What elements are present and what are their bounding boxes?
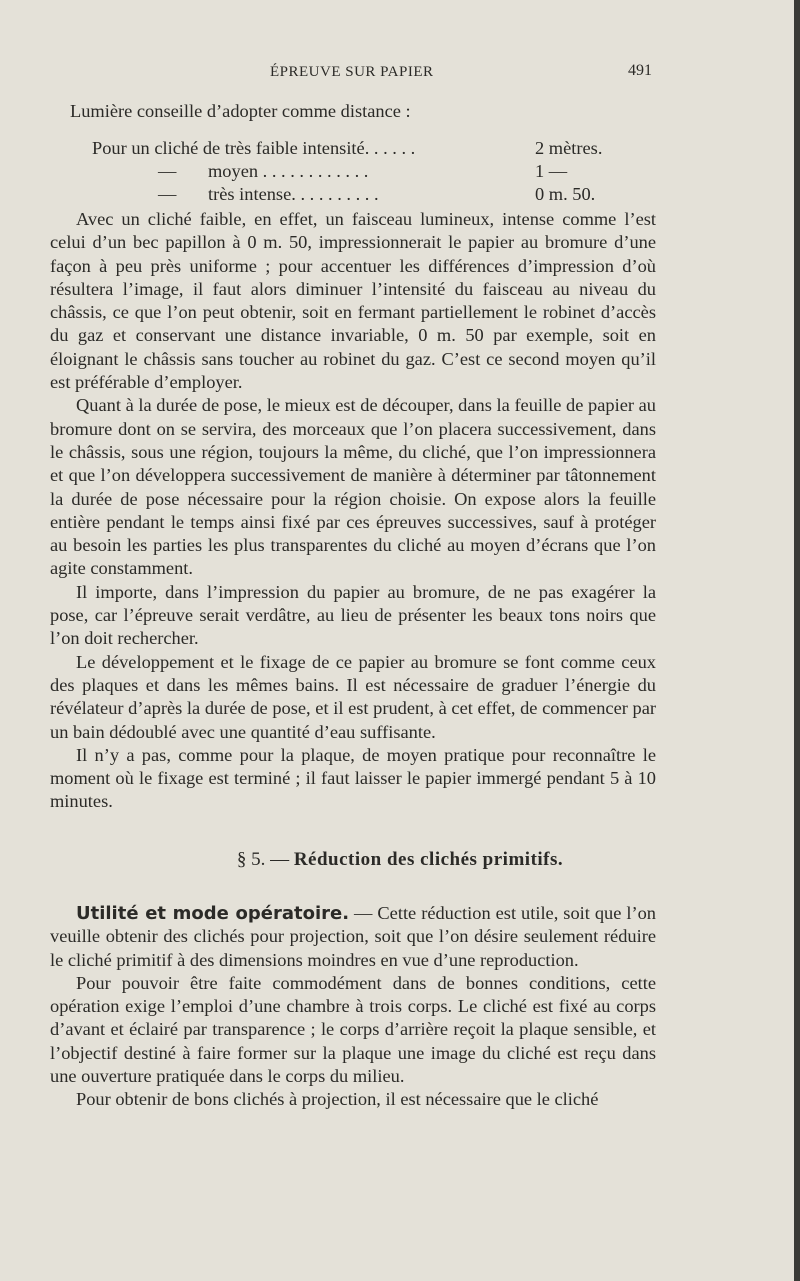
paragraph: Le développement et le fixage de ce papier au bromure se font comme ceux des plaques et dans les mêmes bains. Il est nécessaire de graduer l’énergie du révélateur d’après la durée de pose, et il est prudent, à cet effet, de commencer par un bain dédoublé avec une quantité d’eau suffisante. (50, 651, 656, 742)
paragraph: Pour pouvoir être faite commodément dans de bonnes conditions, cette opération exige l’emploi d’une chambre à trois corps. Le cliché est fixé au corps d’avant et éclairé par transparence ; le corps d’arrière reçoit la plaque sensible, et l’objectif destiné à faire former sur la plaque une image du cliché est reçu dans une ouverture pratiquée dans le corps du milieu. (50, 972, 656, 1087)
ditto-mark: — (158, 161, 177, 181)
running-title: ÉPREUVE SUR PAPIER (270, 64, 434, 80)
paragraph: Quant à la durée de pose, le mieux est de découper, dans la feuille de papier au bromure dont on se servira, des morceaux que l’on placera successivement, dans le châssis, sous une région, toujours la même, du cliché, que l’on impressionnera et que l’on développera successivement de manière à déterminer par tâtonnement la durée de pose nécessaire pour la région choisie. On expose alors la feuille entière pendant le temps ainsi fixé par ces épreuves successives, sauf à protéger au besoin les parties les plus transparentes du cliché au moyen d’écrans que l’on agite constamment. (50, 395, 656, 579)
distance-label: très intense. . . . . . . . . . (208, 184, 379, 204)
distance-label: Pour un cliché de très faible intensité. . . . . . (92, 138, 416, 158)
section-heading (0, 849, 800, 871)
distance-label: moyen . . . . . . . . . . . . (208, 161, 369, 181)
intro-line: Lumière conseille d’adopter comme distance : (70, 101, 411, 121)
section-number: § 5. — (236, 849, 290, 870)
section-title: Réduction des clichés primitifs. (293, 849, 564, 870)
body-text-1 (50, 208, 656, 814)
distance-value: 1 — (535, 161, 568, 181)
runin-heading: Utilité et mode opératoire. (76, 903, 350, 924)
paragraph: Il n’y a pas, comme pour la plaque, de moyen pratique pour reconnaître le moment où le fixage est terminé ; il faut laisser le papier immergé pendant 5 à 10 minutes. (50, 744, 656, 812)
distance-row (0, 137, 800, 160)
paragraph: Pour obtenir de bons clichés à projection, il est nécessaire que le cliché (76, 1089, 599, 1110)
page-header (0, 62, 800, 84)
distance-row (0, 183, 800, 206)
paragraph: Avec un cliché faible, en effet, un faisceau lumineux, intense comme l’est celui d’un bec papillon à 0 m. 50, impressionnerait le papier au bromure d’une façon à peu près uniforme ; pour accentuer les différences d’impression d’où résultera l’image, il faut alors diminuer l’intensité du faisceau au niveau du châssis, ce que l’on peut obtenir, soit en fermant partiellement le robinet d’accès du gaz et conservant une distance invariable, 0 m. 50 par exemple, soit en éloignant le châssis sans toucher au robinet du gaz. C’est ce second moyen qu’il est préférable d’employer. (50, 209, 656, 393)
paragraph-text: — Cette réduction est utile, soit que l’on veuille obtenir des clichés pour projection, soit que l’on désire seulement réduire le cliché primitif à des dimensions moindres en vue d’une reproduction. (50, 903, 656, 970)
ditto-mark: — (158, 184, 177, 204)
paragraph (50, 902, 656, 972)
page-number: 491 (628, 62, 652, 79)
distance-table (0, 137, 800, 206)
distance-value: 0 m. 50. (535, 184, 596, 204)
paragraph: Il importe, dans l’impression du papier au bromure, de ne pas exagérer la pose, car l’épreuve serait verdâtre, au lieu de présenter les beaux tons noirs que l’on doit rechercher. (50, 581, 656, 649)
distance-row (0, 160, 800, 183)
body-text-2 (50, 902, 656, 1112)
distance-value: 2 mètres. (535, 138, 603, 158)
